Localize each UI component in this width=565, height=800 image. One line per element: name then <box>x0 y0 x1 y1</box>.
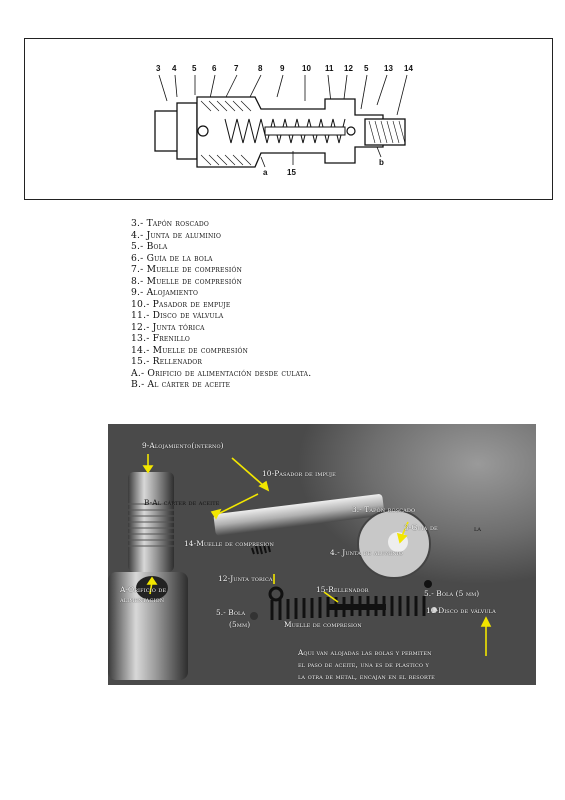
label-cap: 3.- Tapón roscado <box>352 505 416 514</box>
note-line-3: la otra de metal, encajan en el resorte <box>298 672 435 681</box>
filler-rod <box>328 604 386 610</box>
label-aluminium-gasket: 4.- Junta de aluminio <box>330 548 403 557</box>
legend-item: 11.- Disco de válvula <box>131 310 224 321</box>
label-filler: 15-Rellenador <box>316 585 369 594</box>
label-b: b <box>379 158 384 167</box>
legend-item: 4.- Junta de aluminio <box>131 229 222 241</box>
label-push-pin: 10-Pasador de impuje <box>262 469 336 478</box>
label-ball-guide: 6-Guia de <box>404 523 438 532</box>
label-ball-left: 5.- Bola <box>216 608 246 617</box>
label-o-ring: 12-Junta torica <box>218 574 273 583</box>
legend-item: 7.- Muelle de compresión <box>131 264 243 275</box>
legend-item: 10.- Pasador de empuje <box>131 298 231 310</box>
legend-item: 5.- Bola <box>131 241 168 252</box>
legend-item: 9.- Alojamiento <box>131 287 199 298</box>
legend-item: 12.- Junta tórica <box>131 321 205 333</box>
part-number-6: 6 <box>212 64 217 73</box>
parts-photo-illustration <box>108 424 536 685</box>
legend-item: B.- Al cárter de aceite <box>131 379 231 390</box>
part-number-3: 3 <box>156 64 161 73</box>
part-number-12: 12 <box>344 64 353 73</box>
legend-item: 14.- Muelle de compresión <box>131 344 249 356</box>
label-a: a <box>263 168 268 177</box>
part-number-5: 5 <box>192 64 197 73</box>
label-ball-right: 5.- Bola (5 mm) <box>424 589 480 598</box>
legend-item: 15.- Rellenador <box>131 356 203 367</box>
label-carter: B-Al cárter de aceite <box>144 498 220 507</box>
note-line-1: Aqui van alojadas las bolas y permiten <box>298 648 432 657</box>
legend-item: 8.- Muelle de compresión <box>131 275 243 287</box>
part-number-5: 5 <box>364 64 369 73</box>
label-valve-disc: 11-Disco de válvula <box>426 606 496 615</box>
label-la: la <box>474 524 481 533</box>
part-number-8: 8 <box>258 64 263 73</box>
label-long-spring: Muelle de compresion <box>284 620 362 629</box>
label-ball-size: (5mm) <box>229 620 251 629</box>
part-number-7: 7 <box>234 64 239 73</box>
valve-cross-section-diagram <box>25 39 554 201</box>
ball-plastic <box>250 612 258 620</box>
label-15: 15 <box>287 168 296 177</box>
legend-item: 6.- Guía de la bola <box>131 252 213 264</box>
legend-item: 3.- Tapón roscado <box>131 218 209 229</box>
note-line-2: el paso de aceite, una es de plastico y <box>298 660 429 669</box>
label-feed-hole: A-Orificio de alimentacion <box>120 585 167 604</box>
o-ring <box>270 588 282 600</box>
legend-item: 13.- Frenillo <box>131 333 191 344</box>
part-number-4: 4 <box>172 64 177 73</box>
diagram-frame <box>24 38 553 200</box>
parts-photo <box>108 424 536 685</box>
part-number-10: 10 <box>302 64 311 73</box>
part-number-9: 9 <box>280 64 285 73</box>
part-number-11: 11 <box>325 64 334 73</box>
part-number-13: 13 <box>384 64 393 73</box>
part-number-14: 14 <box>404 64 413 73</box>
ball-small <box>424 580 432 588</box>
push-pin <box>213 494 384 537</box>
label-housing: 9-Alojamiento(interno) <box>142 441 224 450</box>
legend-item: A.- Orificio de alimentación desde culata. <box>131 367 312 379</box>
parts-legend <box>131 218 451 391</box>
label-small-spring: 14-Muelle de compresion <box>184 539 274 548</box>
